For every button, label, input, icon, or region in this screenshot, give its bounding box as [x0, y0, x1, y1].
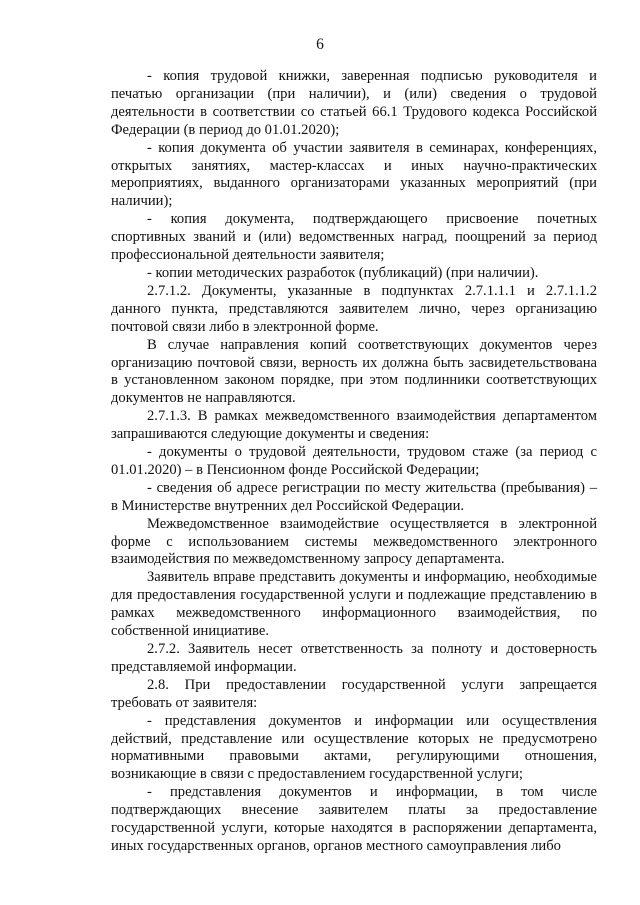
paragraph-15: - представления документов и информации, в том числе подтверждающих внесение заявителем платы за предоставление государственной услуги, которые находятся в распоряжении департамента, иных государственных органов, органов местного самоуправления либо	[111, 784, 597, 854]
paragraph-10: Межведомственное взаимодействие осуществляется в электронной форме с использованием системы межведомственного электронного взаимодействия по межведомственному запросу департамента.	[111, 515, 597, 568]
body-text	[111, 68, 597, 856]
paragraph-1: - копия трудовой книжки, заверенная подписью руководителя и печатью организации (при наличии), и (или) сведения о трудовой деятельности в соответствии со статьей 66.1 Трудового кодекса Российской Федерации (в период до 01.01.2020);	[111, 68, 597, 138]
paragraph-4: - копии методических разработок (публикаций) (при наличии).	[147, 264, 539, 281]
paragraph-11: Заявитель вправе представить документы и информацию, необходимые для предоставления государственной услуги и подлежащие представлению в рамках межведомственного информационного взаимодействия, по собственной инициативе.	[111, 569, 597, 640]
paragraph-14: - представления документов и информации или осуществления действий, представление или осуществление которых не предусмотрено нормативными правовыми актами, регулирующими отношения, возникающие в связи с предоставлением государственной услуги;	[111, 712, 597, 783]
paragraph-6: В случае направления копий соответствующих документов через организацию почтовой связи, верность их должна быть засвидетельствована в установленном законом порядке, при этом подлинники соответствующих документов не направляются.	[111, 336, 597, 407]
paragraph-12: 2.7.2. Заявитель несет ответственность за полноту и достоверность представляемой информации.	[111, 641, 597, 675]
paragraph-9: - сведения об адресе регистрации по месту жительства (пребывания) – в Министерстве внутренних дел Российской Федерации.	[111, 479, 597, 514]
paragraph-2: - копия документа об участии заявителя в семинарах, конференциях, открытых занятиях, мастер-классах и иных научно-практических мероприятиях, выданного организаторами указанных мероприятий (при наличии);	[111, 139, 597, 210]
paragraph-13: 2.8. При предоставлении государственной услуги запрещается требовать от заявителя:	[111, 676, 597, 711]
paragraph-7: 2.7.1.3. В рамках межведомственного взаимодействия департаментом запрашиваются следующие документы и сведения:	[111, 408, 597, 443]
paragraph-3: - копия документа, подтверждающего присвоение почетных спортивных званий и (или) ведомственных наград, поощрений за период профессиональной деятельности заявителя;	[111, 211, 597, 264]
paragraph-5: 2.7.1.2. Документы, указанные в подпунктах 2.7.1.1.1 и 2.7.1.1.2 данного пункта, представляются заявителем лично, через организацию почтовой связи либо в электронной форме.	[111, 282, 597, 335]
paragraph-8: - документы о трудовой деятельности, трудовом стаже (за период с 01.01.2020) – в Пенсионном фонде Российской Федерации;	[111, 444, 597, 478]
page-number: 6	[316, 36, 324, 53]
